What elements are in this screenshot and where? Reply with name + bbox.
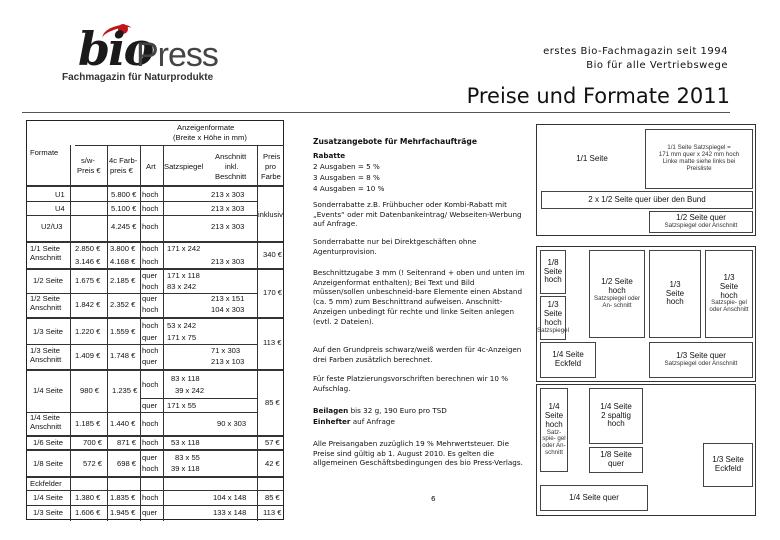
dbot-eck13-sub: Eckfeld (714, 464, 742, 473)
header-inkl: inkl. (225, 162, 239, 171)
row-s1-sw: 2.850 € (75, 244, 101, 253)
dmid-s13rc: hoch (720, 290, 738, 300)
dmid-quer13-sub: Satzspiegel oder Anschnitt (664, 359, 738, 367)
biopress-logo (62, 22, 232, 84)
title-divider (22, 112, 730, 113)
row-e13-art: quer (142, 508, 158, 517)
row-q14a-format: 1/4 Seite (30, 413, 60, 422)
row-s1-art: hoch (142, 244, 159, 253)
row-e14-art: hoch (142, 493, 159, 502)
row-e13-sw: 1.606 € (75, 508, 101, 517)
row-e14-format: 1/4 Seite (33, 493, 63, 502)
row-h12a-sw: 1.842 € (75, 300, 101, 309)
header-pro: pro (265, 162, 276, 171)
row-u1-format: U1 (55, 190, 65, 199)
header-satzspiegel: Satzspiegel (164, 162, 204, 171)
dtop-half-sub: Satzspiegel oder Anschnitt (664, 221, 738, 229)
dbot-eighth-quer (589, 447, 643, 473)
row-u1-price: 5.800 € (111, 190, 137, 199)
dmid-quer13 (649, 342, 753, 378)
row-h12a-anschnitt-quer: 213 x 151 (211, 294, 245, 303)
dtop-half-quer (649, 211, 753, 233)
row-s1a-sw: 3.146 € (75, 257, 101, 266)
row-e14-anschnitt: 104 x 148 (213, 493, 247, 502)
row-t13-format: 1/3 Seite (33, 327, 63, 336)
dmid-s12b: hoch (608, 286, 626, 296)
dmid-s13rb: Seite (719, 281, 739, 291)
dbot-s14rb: 2 spaltig (601, 410, 631, 420)
row-t13-sw: 1.220 € (75, 327, 101, 336)
dmid-s13r: 1/3 (723, 272, 735, 282)
rabatt-3: 3 Ausgaben = 8 % (313, 173, 380, 182)
grundpreis-note: Auf den Grundpreis schwarz/weiß werden für 4c-Anzeigen drei Farben zusätzlich berechnet. (313, 345, 522, 364)
dmid-s13sub: Satzspiegel (537, 326, 569, 334)
mwst-note: Alle Preisangaben zuzüglich 19 % Mehrwertsteuer. Die Preise sind gültig ab 1. August 2010. Es gelten die allgemeinen Geschäftsbedingungen des bio Press-Verlags. (313, 439, 523, 468)
row-u23-price: 4.245 € (111, 222, 137, 231)
format-diagram-top (536, 124, 756, 236)
row-t13-farb: 1.559 € (110, 327, 136, 336)
dbot-eck13-label: 1/3 Seite (712, 455, 744, 465)
einhefter-label: Einhefter (313, 417, 351, 426)
row-q14-farb: 1.235 € (112, 386, 138, 395)
dmid-s13: 1/3 (547, 300, 559, 310)
einhefter-value: auf Anfrage (352, 417, 395, 426)
row-q14-sw: 980 € (80, 386, 100, 395)
row-s1-pro-farbe: 340 € (263, 250, 283, 259)
price-table (26, 120, 284, 520)
row-q14-satz-hoch-1: 83 x 118 (171, 374, 200, 383)
header-preis: Preis (263, 152, 281, 161)
dtop-bund (541, 191, 753, 209)
header-anzeigenformate: Anzeigenformate (177, 123, 235, 132)
format-diagram-bottom (536, 384, 756, 516)
row-h12-satz-hoch: 83 x 242 (167, 282, 197, 291)
dmid-half (589, 250, 645, 338)
row-e13-farb: 1.945 € (110, 508, 136, 517)
row-h12a-art-hoch: hoch (142, 305, 159, 314)
row-t13-art-hoch: hoch (142, 321, 159, 330)
beilagen-value: bis 32 g, 190 Euro pro TSD (350, 406, 447, 415)
row-u4-format: U4 (55, 204, 65, 213)
dbot-s14sub: Satz- spie- gel oder An- schnitt (542, 428, 566, 456)
dmid-s13c-2: hoch (666, 297, 684, 307)
row-s16-pro-farbe: 57 € (265, 438, 280, 447)
row-t13-art-quer: quer (142, 333, 158, 342)
dtop-bund-label: 2 x 1/2 Seite quer über den Bund (588, 194, 706, 204)
dbot-quarter-2sp (589, 388, 643, 444)
dtop-full-page (541, 129, 643, 189)
dmid-s13b: Seite (543, 309, 563, 319)
row-h12-art-quer: quer (142, 271, 158, 280)
row-s1a-format: Anschnitt (30, 253, 62, 262)
row-s1a-farb: 4.168 € (110, 257, 136, 266)
row-u-inklusiv: inklusiv (258, 210, 283, 219)
rabatt-4: 4 Ausgaben = 10 % (313, 184, 385, 193)
dbot-s14rc: hoch (607, 419, 625, 429)
row-u1-art: hoch (142, 190, 159, 199)
row-t13a-format: 1/3 Seite (30, 346, 60, 355)
row-h12-satz-quer: 171 x 118 (167, 271, 200, 280)
logo-press: Press (136, 36, 218, 74)
dbot-s18qb: quer (607, 459, 624, 468)
beilagen-line (313, 406, 528, 416)
sonderrabatte-2: Sonderrabatte nur bei Direktgeschäften ohne Agenturprovision. (313, 237, 477, 256)
row-h12-pro-farbe: 170 € (263, 288, 283, 297)
row-h12a-farb: 2.352 € (110, 300, 136, 309)
row-h12a-anschnitt-label: Anschnitt (30, 303, 62, 312)
header-formate: Formate (30, 148, 59, 157)
row-s16-satz: 53 x 118 (171, 438, 200, 447)
row-h12-farb: 2.185 € (110, 276, 136, 285)
page-number: 6 (431, 494, 436, 503)
dmid-s18b: Seite (543, 266, 563, 276)
row-s18-art-hoch: hoch (142, 464, 159, 473)
row-s18-pro-farbe: 42 € (265, 459, 280, 468)
row-u4-price: 5.100 € (111, 204, 137, 213)
dbot-quarter-quer (540, 485, 648, 511)
einhefter-line (313, 417, 528, 427)
dtop-full-note (645, 129, 753, 189)
dbot-s18q: 1/8 Seite (600, 450, 632, 460)
row-s18-farb: 698 € (117, 459, 137, 468)
dmid-s12sub: Satzspiegel oder An- schnitt (593, 294, 641, 309)
dtop-note-3: Linke matte siehe links bei (662, 158, 736, 165)
dbot-s14c: hoch (545, 419, 563, 429)
row-h12-format: 1/2 Seite (33, 276, 63, 285)
dbot-s14: 1/4 (548, 402, 560, 412)
header-beschnitt: Beschnitt (215, 172, 247, 181)
row-t13a-sw: 1.409 € (75, 351, 101, 360)
row-s1-format: 1/1 Seite (30, 244, 60, 253)
row-t13-satz-hoch: 53 x 242 (167, 321, 197, 330)
row-s1a-anschnitt: 213 x 303 (211, 257, 245, 266)
dmid-quer13-label: 1/3 Seite quer (676, 351, 726, 361)
dmid-eck14-sub: Eckfeld (554, 359, 582, 368)
row-s18-format: 1/8 Seite (33, 459, 63, 468)
row-q14a-anschnitt-label: Anschnitt (30, 422, 62, 431)
header-sw-preis: Preis € (77, 166, 101, 175)
dtop-note-2: 171 mm quer x 242 mm hoch (658, 151, 740, 159)
dmid-third-right (705, 250, 753, 338)
dtop-half-label: 1/2 Seite quer (676, 213, 726, 223)
row-h12a-format: 1/2 Seite (30, 294, 60, 303)
row-u1-anschnitt: 213 x 303 (211, 190, 245, 199)
row-t13a-anschnitt-hoch: 71 x 303 (211, 346, 241, 355)
header-art: Art (146, 162, 156, 171)
header-breite: (Breite x Höhe in mm) (173, 133, 247, 142)
row-h12-art-hoch: hoch (142, 282, 159, 291)
header-farbe: Farbe (261, 172, 281, 181)
dbot-quer14: 1/4 Seite quer (569, 492, 619, 502)
header-sw: s/w- (81, 156, 95, 165)
row-s16-art: hoch (142, 438, 159, 447)
row-s18-sw: 572 € (83, 459, 103, 468)
row-s16-sw: 700 € (83, 438, 103, 447)
row-t13-pro-farbe: 113 € (263, 338, 282, 347)
dmid-eck14-label: 1/4 Seite (552, 350, 584, 360)
row-t13a-anschnitt-label: Anschnitt (30, 355, 62, 364)
header-tagline-2: Bio für alle Vertriebswege (586, 60, 728, 71)
header-farb: 4c Farb- (109, 156, 138, 165)
row-s16-format: 1/6 Seite (33, 438, 63, 447)
row-q14a-sw: 1.185 € (75, 419, 101, 428)
row-s1a-art: hoch (142, 257, 159, 266)
platzierung-note: Für feste Platzierungsvorschriften berechnen wir 10 % Aufschlag. (313, 374, 509, 393)
dbot-quarter-hoch (540, 388, 568, 472)
row-u4-art: hoch (142, 204, 159, 213)
row-s1-satz: 171 x 242 (167, 244, 201, 253)
row-h12a-anschnitt-hoch: 104 x 303 (211, 305, 245, 314)
row-h12a-art-quer: quer (142, 294, 158, 303)
header-anschnitt: Anschnitt (215, 152, 247, 161)
row-u23-art: hoch (142, 222, 159, 231)
row-q14-pro-farbe: 85 € (265, 398, 280, 407)
dbot-eck13 (703, 443, 753, 487)
dbot-s14r: 1/4 Seite (600, 401, 632, 411)
row-q14-satz-hoch-2: 39 x 242 (175, 386, 205, 395)
format-diagram-middle (536, 246, 756, 382)
header-tagline-1: erstes Bio-Fachmagazin seit 1994 (543, 46, 728, 57)
dbot-s14b: Seite (544, 410, 564, 420)
row-q14a-art: hoch (142, 419, 159, 428)
row-e13-pro-farbe: 113 € (263, 508, 282, 517)
dtop-note-4: Preisliste (686, 164, 712, 172)
row-t13a-farb: 1.748 € (110, 351, 136, 360)
row-q14-format: 1/4 Seite (33, 386, 63, 395)
dmid-s12: 1/2 Seite (601, 277, 633, 287)
page-title: Preise und Formate 2011 (466, 84, 730, 108)
row-e13-anschnitt: 133 x 148 (213, 508, 247, 517)
dmid-third-2 (649, 250, 701, 338)
row-h12-sw: 1.675 € (75, 276, 101, 285)
dmid-s13c: hoch (544, 317, 562, 327)
logo-bio: bio (78, 22, 153, 76)
row-q14-art-hoch: hoch (142, 380, 159, 389)
dmid-eck14 (540, 342, 596, 378)
dmid-third (537, 296, 569, 340)
rabatte-title: Rabatte (313, 151, 346, 160)
row-e14-sw: 1.380 € (75, 493, 101, 502)
logo-tagline: Fachmagazin für Naturprodukte (62, 72, 214, 83)
row-u23-anschnitt: 213 x 303 (211, 222, 245, 231)
row-q14-art-quer: quer (142, 401, 158, 410)
row-s1-farb: 3.800 € (110, 244, 136, 253)
dmid-s18: 1/8 (547, 257, 559, 267)
row-u4-anschnitt: 213 x 303 (211, 204, 245, 213)
rabatt-2: 2 Ausgaben = 5 % (313, 162, 380, 171)
beschnitt-note: Beschnittzugabe 3 mm (! Seitenrand + oben und unten im Anzeigenformat enthalten); Bei Text und Bild müssen/sollen unbeschneid-bare Elemente einen Abstand (ca. 5 mm) zum Beschnittrand aufweisen. Anschnitt-Anzeigen unbedingt für rechte und linke Seiten anlegen (evtl. 2 Dateien). (313, 268, 525, 326)
row-e14-farb: 1.835 € (110, 493, 136, 502)
row-s16-farb: 871 € (117, 438, 137, 447)
row-q14a-anschnitt: 90 x 303 (217, 419, 247, 428)
row-s18-satz-hoch: 39 x 118 (171, 464, 200, 473)
dmid-eighth (540, 250, 566, 294)
row-s18-satz-quer: 83 x 55 (175, 453, 200, 462)
dtop-s11-label: 1/1 Seite (576, 153, 608, 163)
beilagen-label: Beilagen (313, 406, 349, 415)
row-q14-satz-quer: 171 x 55 (167, 401, 197, 410)
row-e14-pro-farbe: 85 € (265, 493, 280, 502)
dmid-s13b-2: Seite (665, 288, 685, 298)
dmid-s18c: hoch (544, 275, 562, 285)
row-u23-format: U2/U3 (41, 222, 63, 231)
row-eckfelder-label: Eckfelder (30, 479, 62, 488)
sonderrabatte-1: Sonderrabatte z.B. Frühbucher oder Kombi-Rabatt mit „Events“ oder mit Datenbankeintrag/ Webseiten-Werbung auf Anfrage. (313, 200, 522, 229)
dmid-s13rsub: Satzspie- gel oder Anschnitt (709, 299, 749, 314)
row-t13-satz-quer: 171 x 75 (167, 333, 197, 342)
row-e13-format: 1/3 Seite (33, 508, 63, 517)
dtop-note-1: 1/1 Seite Satzspiegel = (667, 144, 731, 152)
row-q14a-farb: 1.440 € (110, 419, 136, 428)
row-t13a-anschnitt-quer: 213 x 103 (211, 357, 245, 366)
row-t13a-art-quer: quer (142, 357, 158, 366)
row-s18-art-quer: quer (142, 453, 158, 462)
zusatz-title: Zusatzangebote für Mehrfachaufträge (313, 137, 478, 146)
dmid-s13-2: 1/3 (669, 279, 681, 289)
row-t13a-art-hoch: hoch (142, 346, 159, 355)
header-farbpreis: preis € (110, 166, 133, 175)
